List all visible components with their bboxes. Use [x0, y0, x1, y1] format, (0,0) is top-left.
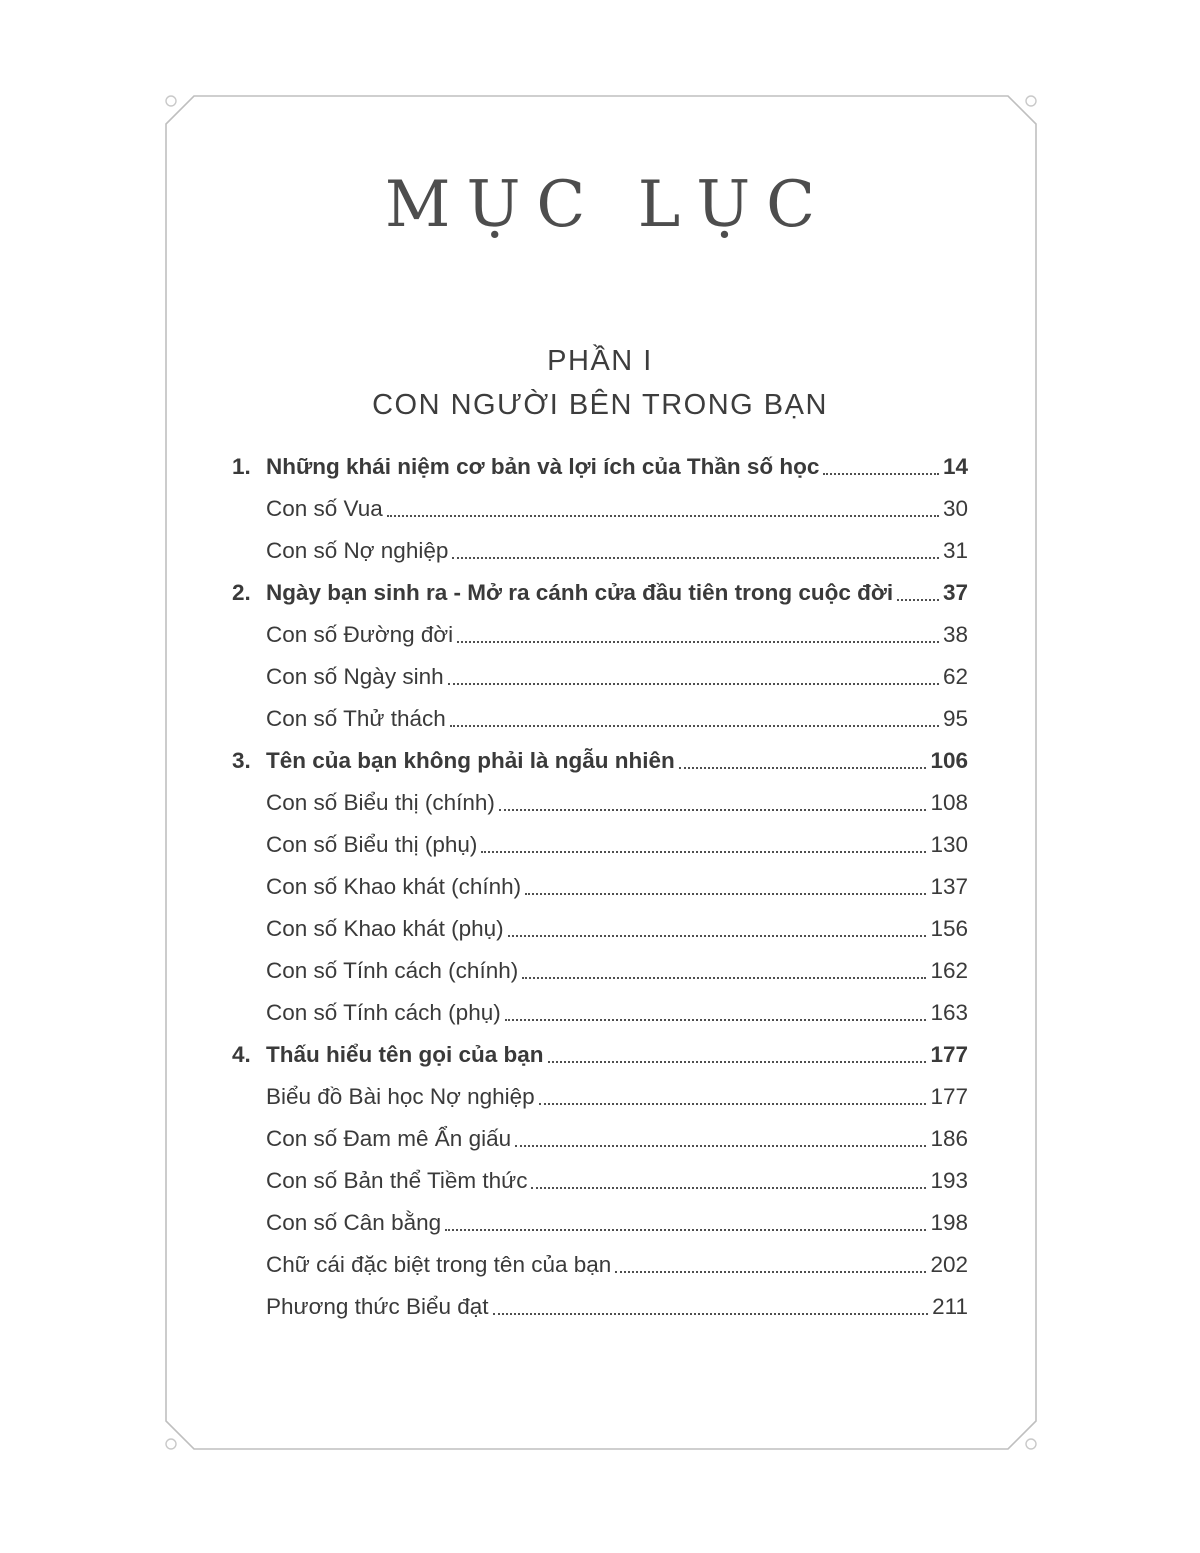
toc-entry-label: Phương thức Biểu đạt [266, 1294, 489, 1319]
toc-entry-label: Biểu đồ Bài học Nợ nghiệp [266, 1084, 535, 1109]
toc-entry-number: 3. [232, 748, 251, 773]
toc-entry-label: Con số Biểu thị (phụ) [266, 832, 478, 857]
toc-page-number: 202 [930, 1252, 968, 1277]
toc-dot-leader [897, 599, 939, 601]
toc-sub-row [232, 1124, 968, 1153]
toc-sub-row [232, 830, 968, 859]
toc-sub-row [232, 704, 968, 733]
toc-page-number: 14 [942, 454, 968, 479]
toc-dot-leader [505, 1019, 927, 1021]
toc-page-number: 198 [930, 1210, 968, 1235]
page-title: MỤC LỤC [384, 168, 832, 242]
toc-dot-leader [522, 977, 926, 979]
toc-sub-row [232, 998, 968, 1027]
toc-page-number: 62 [942, 664, 968, 689]
toc-dot-leader [387, 515, 939, 517]
toc-entry-label: Con số Biểu thị (chính) [266, 790, 495, 815]
toc-dot-leader [452, 557, 939, 559]
toc-sub-row [232, 662, 968, 691]
toc-entry-label: Tên của bạn không phải là ngẫu nhiên [266, 748, 675, 773]
toc-page-number: 38 [942, 622, 968, 647]
toc-page-number: 95 [942, 706, 968, 731]
toc-entry-label: Con số Tính cách (phụ) [266, 1000, 501, 1025]
toc-entry-label: Con số Khao khát (phụ) [266, 916, 504, 941]
toc-page-number: 37 [942, 580, 968, 605]
toc-dot-leader [525, 893, 926, 895]
toc-entry-label: Thấu hiểu tên gọi của bạn [266, 1042, 544, 1067]
corner-ornament-bottom-right [1026, 1439, 1036, 1449]
toc-entry-label: Con số Thử thách [266, 706, 446, 731]
toc-dot-leader [508, 935, 927, 937]
toc-dot-leader [450, 725, 939, 727]
toc-dot-leader [615, 1271, 926, 1273]
toc-sub-row [232, 494, 968, 523]
toc-page-number: 156 [930, 916, 968, 941]
toc-dot-leader [448, 683, 939, 685]
toc-page-number: 30 [942, 496, 968, 521]
toc-page-number: 193 [930, 1168, 968, 1193]
toc-chapter-row [232, 452, 968, 481]
toc-dot-leader [457, 641, 939, 643]
toc-sub-row [232, 1292, 968, 1321]
toc-dot-leader [515, 1145, 926, 1147]
toc-sub-row [232, 788, 968, 817]
toc-entry-label: Con số Tính cách (chính) [266, 958, 519, 983]
toc-entry-label: Chữ cái đặc biệt trong tên của bạn [266, 1252, 612, 1277]
toc-sub-row [232, 536, 968, 565]
toc-dot-leader [548, 1061, 927, 1063]
toc-list [232, 452, 968, 1321]
toc-entry-label: Con số Đam mê Ẩn giấu [266, 1126, 512, 1151]
toc-entry-label: Con số Khao khát (chính) [266, 874, 522, 899]
toc-entry-label: Những khái niệm cơ bản và lợi ích của Thần số học [266, 454, 820, 479]
toc-page-number: 177 [930, 1042, 968, 1067]
toc-entry-label: Ngày bạn sinh ra - Mở ra cánh cửa đầu tiên trong cuộc đời [266, 580, 894, 605]
corner-ornament-top-left [166, 96, 176, 106]
toc-entry-label: Con số Cân bằng [266, 1210, 442, 1235]
toc-dot-leader [531, 1187, 926, 1189]
toc-dot-leader [539, 1103, 927, 1105]
toc-page-number: 186 [930, 1126, 968, 1151]
corner-ornament-top-right [1026, 96, 1036, 106]
toc-entry-number: 4. [232, 1042, 251, 1067]
part-heading: PHẦN I [547, 345, 653, 377]
corner-ornament-bottom-left [166, 1439, 176, 1449]
page-content [232, 0, 968, 1334]
toc-entry-label: Con số Nợ nghiệp [266, 538, 449, 563]
toc-page-number: 177 [930, 1084, 968, 1109]
toc-page-number: 211 [932, 1294, 968, 1319]
toc-entry-label: Con số Vua [266, 496, 383, 521]
toc-dot-leader [493, 1313, 929, 1315]
toc-page-number: 108 [930, 790, 968, 815]
toc-sub-row [232, 1208, 968, 1237]
toc-sub-row [232, 872, 968, 901]
toc-page-number: 137 [930, 874, 968, 899]
toc-chapter-row [232, 1040, 968, 1069]
toc-sub-row [232, 1166, 968, 1195]
toc-dot-leader [823, 473, 939, 475]
toc-dot-leader [499, 809, 927, 811]
toc-sub-row [232, 914, 968, 943]
toc-page-number: 106 [930, 748, 968, 773]
toc-sub-row [232, 620, 968, 649]
toc-page-number: 162 [930, 958, 968, 983]
toc-entry-number: 2. [232, 580, 251, 605]
toc-dot-leader [481, 851, 926, 853]
toc-page-number: 130 [930, 832, 968, 857]
toc-entry-label: Con số Bản thể Tiềm thức [266, 1168, 528, 1193]
toc-entry-label: Con số Đường đời [266, 622, 454, 647]
toc-sub-row [232, 956, 968, 985]
toc-dot-leader [445, 1229, 926, 1231]
toc-chapter-row [232, 578, 968, 607]
toc-entry-label: Con số Ngày sinh [266, 664, 444, 689]
toc-sub-row [232, 1082, 968, 1111]
toc-entry-number: 1. [232, 454, 251, 479]
part-subheading: CON NGƯỜI BÊN TRONG BẠN [372, 389, 828, 421]
toc-sub-row [232, 1250, 968, 1279]
toc-chapter-row [232, 746, 968, 775]
toc-page-number: 31 [942, 538, 968, 563]
toc-dot-leader [679, 767, 927, 769]
toc-page-number: 163 [930, 1000, 968, 1025]
